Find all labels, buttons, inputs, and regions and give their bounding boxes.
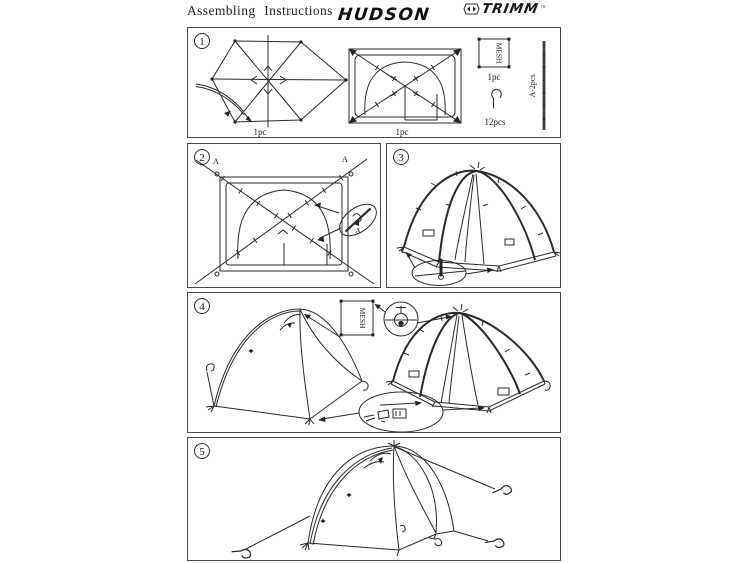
detail-label-a: A — [355, 227, 361, 235]
trimm-logo — [463, 1, 545, 17]
hook-count-label: 12pcs — [484, 117, 506, 127]
step-4-badge — [195, 299, 210, 314]
step-5-badge — [195, 444, 210, 459]
mesh-label: MESH — [494, 42, 504, 64]
mesh-vent-diagram — [304, 300, 374, 337]
pole-label-a-right: A — [341, 154, 349, 164]
panel-step-4 — [187, 292, 561, 433]
buckle-detail — [318, 392, 485, 432]
pole-count-label: A-2pcs — [528, 74, 537, 98]
trimm-diamond-icon — [463, 2, 480, 16]
flysheet-tent-diagram — [206, 309, 368, 425]
body-count-label: 1pc — [395, 127, 409, 137]
peg-detail — [406, 252, 494, 286]
pole-a-diagram — [528, 41, 545, 130]
flysheet-count-label: 1pc — [253, 127, 267, 137]
svg-text:2: 2 — [199, 152, 205, 164]
panel-step-1 — [187, 27, 561, 138]
mesh-panel-diagram — [478, 38, 511, 82]
step-3-badge — [394, 150, 409, 165]
pole-crossing-diagram — [195, 154, 374, 284]
trimm-wordmark: TRIMM — [480, 1, 540, 17]
page-title: Assembling Instructions — [187, 3, 333, 18]
svg-text:5: 5 — [199, 446, 205, 458]
svg-text:1: 1 — [199, 36, 205, 48]
inner-tent-diagram — [397, 162, 560, 272]
step-2-badge — [195, 150, 210, 165]
guy-lines — [244, 447, 495, 550]
tent-body-layout-diagram — [349, 49, 461, 137]
svg-text:4: 4 — [199, 301, 205, 313]
trademark-mark: ™ — [540, 6, 546, 11]
pole-clip-detail — [314, 198, 380, 242]
svg-text:3: 3 — [398, 152, 404, 164]
panel-step-5 — [187, 437, 561, 561]
mesh-count-label: 1pc — [487, 72, 501, 82]
panel-step-2 — [187, 143, 381, 288]
hudson-logo: HUDSON — [336, 5, 432, 25]
mesh-label: MESH — [358, 307, 367, 329]
step-1-badge — [195, 34, 210, 49]
panel-step-3 — [386, 143, 561, 288]
hook-diagram — [485, 89, 506, 127]
pole-label-a-left: A — [212, 156, 220, 166]
flysheet-layout-diagram — [196, 35, 348, 137]
